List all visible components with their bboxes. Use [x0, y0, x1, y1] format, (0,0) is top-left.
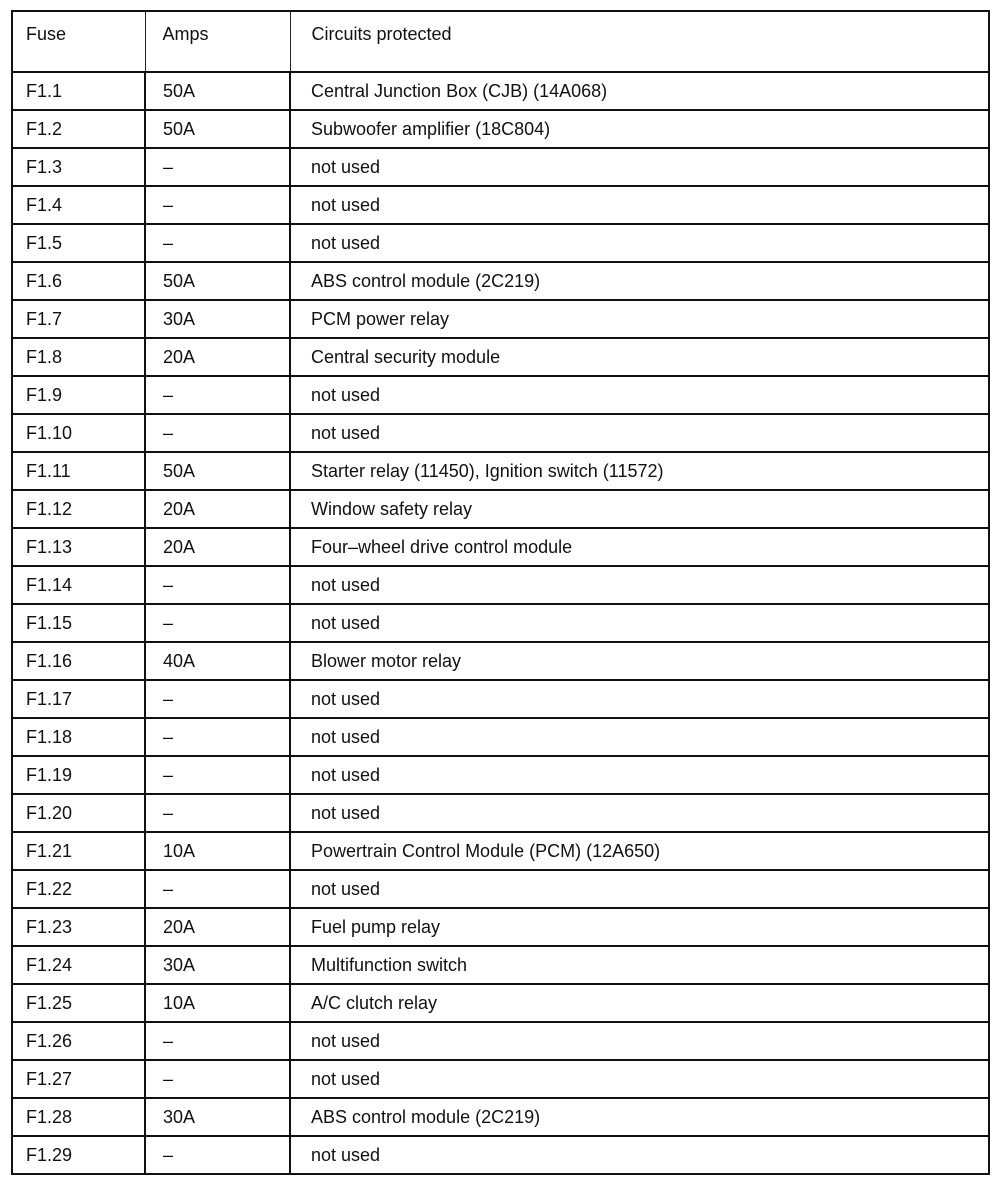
amps-cell: – — [145, 604, 290, 642]
circuit-cell: not used — [290, 604, 989, 642]
table-row — [12, 642, 989, 680]
table-row — [12, 1060, 989, 1098]
table-row — [12, 300, 989, 338]
fuse-cell: F1.22 — [12, 870, 145, 908]
fuse-table — [11, 10, 990, 1175]
table-row — [12, 718, 989, 756]
fuse-cell: F1.17 — [12, 680, 145, 718]
circuit-cell: not used — [290, 224, 989, 262]
fuse-cell: F1.26 — [12, 1022, 145, 1060]
amps-cell: 20A — [145, 490, 290, 528]
fuse-cell: F1.3 — [12, 148, 145, 186]
fuse-cell: F1.23 — [12, 908, 145, 946]
table-row — [12, 984, 989, 1022]
circuit-cell: Blower motor relay — [290, 642, 989, 680]
fuse-cell: F1.20 — [12, 794, 145, 832]
amps-cell: – — [145, 1060, 290, 1098]
circuit-cell: Four–wheel drive control module — [290, 528, 989, 566]
amps-cell: – — [145, 566, 290, 604]
fuse-cell: F1.6 — [12, 262, 145, 300]
fuse-cell: F1.9 — [12, 376, 145, 414]
table-row — [12, 832, 989, 870]
fuse-cell: F1.7 — [12, 300, 145, 338]
circuit-cell: not used — [290, 1060, 989, 1098]
table-body — [12, 72, 989, 1174]
amps-cell: – — [145, 1136, 290, 1174]
amps-cell: – — [145, 224, 290, 262]
circuit-cell: Powertrain Control Module (PCM) (12A650) — [290, 832, 989, 870]
circuit-cell: Multifunction switch — [290, 946, 989, 984]
amps-cell: 10A — [145, 984, 290, 1022]
circuit-cell: Starter relay (11450), Ignition switch (11572) — [290, 452, 989, 490]
amps-cell: 20A — [145, 338, 290, 376]
table-row — [12, 680, 989, 718]
fuse-cell: F1.8 — [12, 338, 145, 376]
circuit-cell: not used — [290, 566, 989, 604]
amps-cell: 50A — [145, 452, 290, 490]
amps-cell: – — [145, 1022, 290, 1060]
table-row — [12, 262, 989, 300]
table-row — [12, 148, 989, 186]
circuit-cell: ABS control module (2C219) — [290, 262, 989, 300]
fuse-cell: F1.10 — [12, 414, 145, 452]
circuit-cell: not used — [290, 794, 989, 832]
circuit-cell: A/C clutch relay — [290, 984, 989, 1022]
fuse-cell: F1.28 — [12, 1098, 145, 1136]
table-row — [12, 870, 989, 908]
circuit-cell: not used — [290, 1022, 989, 1060]
table-row — [12, 566, 989, 604]
header-row — [12, 11, 989, 72]
circuit-cell: not used — [290, 718, 989, 756]
circuit-cell: not used — [290, 376, 989, 414]
fuse-cell: F1.27 — [12, 1060, 145, 1098]
fuse-cell: F1.15 — [12, 604, 145, 642]
amps-cell: – — [145, 870, 290, 908]
amps-cell: 30A — [145, 1098, 290, 1136]
amps-cell: – — [145, 148, 290, 186]
circuit-cell: not used — [290, 186, 989, 224]
amps-cell: – — [145, 186, 290, 224]
fuse-cell: F1.19 — [12, 756, 145, 794]
fuse-cell: F1.2 — [12, 110, 145, 148]
amps-cell: 10A — [145, 832, 290, 870]
amps-cell: 50A — [145, 72, 290, 110]
table-row — [12, 1136, 989, 1174]
header-fuse: Fuse — [12, 11, 145, 72]
circuit-cell: Fuel pump relay — [290, 908, 989, 946]
table-row — [12, 528, 989, 566]
table-row — [12, 338, 989, 376]
amps-cell: – — [145, 376, 290, 414]
table-row — [12, 1098, 989, 1136]
amps-cell: 40A — [145, 642, 290, 680]
table-row — [12, 908, 989, 946]
amps-cell: 50A — [145, 110, 290, 148]
amps-cell: – — [145, 414, 290, 452]
table-row — [12, 224, 989, 262]
table-row — [12, 604, 989, 642]
circuit-cell: Window safety relay — [290, 490, 989, 528]
amps-cell: 30A — [145, 946, 290, 984]
fuse-cell: F1.12 — [12, 490, 145, 528]
fuse-cell: F1.25 — [12, 984, 145, 1022]
fuse-cell: F1.13 — [12, 528, 145, 566]
table-row — [12, 110, 989, 148]
amps-cell: – — [145, 680, 290, 718]
fuse-cell: F1.16 — [12, 642, 145, 680]
table-row — [12, 756, 989, 794]
circuit-cell: ABS control module (2C219) — [290, 1098, 989, 1136]
table-row — [12, 794, 989, 832]
fuse-cell: F1.24 — [12, 946, 145, 984]
fuse-cell: F1.1 — [12, 72, 145, 110]
table-row — [12, 414, 989, 452]
table-row — [12, 186, 989, 224]
circuit-cell: not used — [290, 756, 989, 794]
circuit-cell: Central Junction Box (CJB) (14A068) — [290, 72, 989, 110]
fuse-cell: F1.5 — [12, 224, 145, 262]
fuse-cell: F1.14 — [12, 566, 145, 604]
table-row — [12, 452, 989, 490]
circuit-cell: not used — [290, 870, 989, 908]
circuit-cell: PCM power relay — [290, 300, 989, 338]
header-amps: Amps — [145, 11, 290, 72]
fuse-cell: F1.18 — [12, 718, 145, 756]
amps-cell: 50A — [145, 262, 290, 300]
amps-cell: – — [145, 718, 290, 756]
fuse-cell: F1.4 — [12, 186, 145, 224]
amps-cell: 30A — [145, 300, 290, 338]
table-row — [12, 72, 989, 110]
amps-cell: 20A — [145, 908, 290, 946]
table-header — [12, 11, 989, 72]
fuse-cell: F1.21 — [12, 832, 145, 870]
fuse-cell: F1.29 — [26, 1145, 73, 1165]
fuse-cell: F1.11 — [12, 452, 145, 490]
amps-cell: 20A — [145, 528, 290, 566]
table-row — [12, 1022, 989, 1060]
circuit-cell: not used — [290, 1136, 989, 1174]
circuit-cell: not used — [290, 680, 989, 718]
table-row — [12, 376, 989, 414]
table-row — [12, 490, 989, 528]
circuit-cell: Subwoofer amplifier (18C804) — [290, 110, 989, 148]
circuit-cell: not used — [290, 148, 989, 186]
table-row — [12, 946, 989, 984]
circuit-cell: Central security module — [290, 338, 989, 376]
circuit-cell: not used — [290, 414, 989, 452]
amps-cell: – — [145, 794, 290, 832]
header-circuits: Circuits protected — [290, 11, 989, 72]
amps-cell: – — [145, 756, 290, 794]
